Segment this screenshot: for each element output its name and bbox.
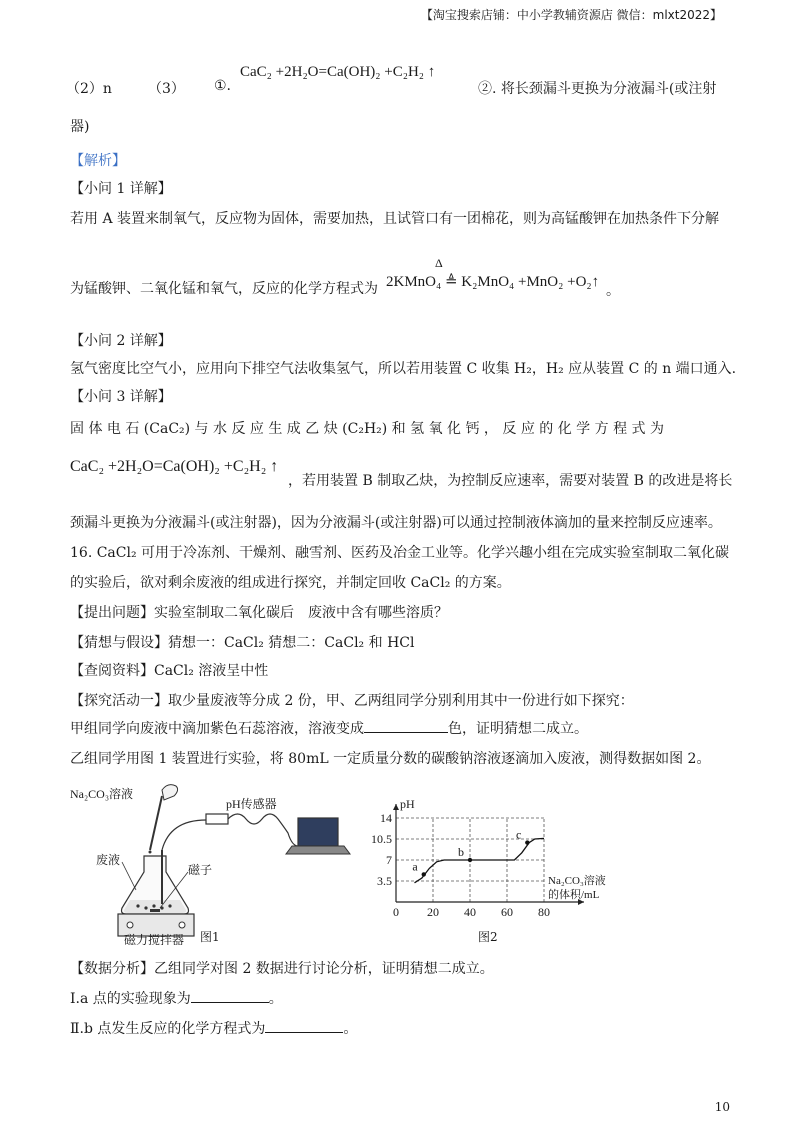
answer-blank-color[interactable] <box>364 720 448 733</box>
equation-q3: CaC₂ +2H₂O=Ca(OH)₂ +C₂H₂ ↑ <box>70 458 279 475</box>
ph-curve <box>415 838 545 882</box>
y-axis-arrow <box>393 804 399 810</box>
answer-blank-equation[interactable] <box>265 1020 343 1033</box>
answer-part3: （3） <box>148 81 185 97</box>
qII-text-post: 。 <box>343 1021 358 1037</box>
figure2-caption: 图2 <box>478 930 498 944</box>
ph-sensor <box>206 814 228 824</box>
label-sensor: pH传感器 <box>226 797 277 811</box>
data-point-a <box>422 872 426 876</box>
label-reagent: Na₂CO₃溶液 <box>70 787 134 801</box>
groupA-text-post: 色，证明猜想二成立。 <box>448 721 588 737</box>
y-axis-label: pH <box>400 797 415 811</box>
q3-line1: 固 体 电 石 (CaC₂) 与 水 反 应 生 成 乙 炔 (C₂H₂) 和 氢 氧 化 钙 ， 反 应 的 化 学 方 程 式 为 <box>70 421 664 437</box>
q16-line1: 16. CaCl₂ 可用于冷冻剂、干燥剂、融雪剂、医药及冶金工业等。化学兴趣小组在完成实验室制取二氧化碳 <box>70 545 730 561</box>
answer-item1: ①. <box>214 78 232 94</box>
q1-line2: 为锰酸钾、二氧化锰和氧气，反应的化学方程式为 <box>70 281 378 297</box>
q1-line2-end: 。 <box>606 283 620 299</box>
q16-guess: 【猜想与假设】猜想一：CaCl₂ 猜想二：CaCl₂ 和 HCl <box>70 635 415 651</box>
equation-kmno4: 2KMnO₄ ≜ K₂MnO₄ +MnO₂ +O₂↑ <box>386 274 600 290</box>
y-tick-label: 7 <box>386 853 392 867</box>
q3-line2: ，若用装置 B 制取乙炔，为控制反应速率，需要对装置 B 的改进是将长 <box>288 473 733 489</box>
q2-line1: 氢气密度比空气小，应用向下排空气法收集氢气，所以若用装置 C 收集 H₂，H₂ 应从装置 C 的 n 端口通入. <box>70 361 737 377</box>
q16-groupB: 乙组同学用图 1 装置进行实验，将 80mL 一定质量分数的碳酸钠溶液逐滴加入废液，测得数据如图 2。 <box>70 751 711 767</box>
q16-question: 【提出问题】实验室制取二氧化碳后 废液中含有哪些溶质？ <box>70 605 448 621</box>
q16-activity: 【探究活动一】取少量废液等分成 2 份，甲、乙两组同学分别利用其中一份进行如下探究： <box>70 693 634 709</box>
equation-delta: Δ <box>435 256 443 270</box>
point-label-c: c <box>516 827 522 842</box>
q16-analysis: 【数据分析】乙组同学对图 2 数据进行讨论分析，证明猜想二成立。 <box>70 961 494 977</box>
point-label-a: a <box>412 859 418 874</box>
answer-item2: ②. 将长颈漏斗更换为分液漏斗(或注射 <box>478 81 717 97</box>
hand-icon <box>162 785 178 800</box>
qI-text-pre: Ⅰ.a 点的实验现象为 <box>70 991 191 1007</box>
x-tick-label: 0 <box>393 905 399 919</box>
x-tick-label: 40 <box>464 905 476 919</box>
label-stirrer: 磁力搅拌器 <box>124 933 185 945</box>
analysis-label: 【解析】 <box>70 153 126 169</box>
y-tick-label: 3.5 <box>377 874 392 888</box>
groupA-text-pre: 甲组同学向废液中滴加紫色石蕊溶液，溶液变成 <box>70 721 364 737</box>
q3-title: 【小问 3 详解】 <box>70 389 172 405</box>
q16-qII <box>70 1018 357 1038</box>
answer-blank-phenomenon[interactable] <box>191 990 269 1003</box>
figure1-caption: 图1 <box>200 930 220 944</box>
q16-info: 【查阅资料】CaCl₂ 溶液呈中性 <box>70 663 269 679</box>
q1-line1: 若用 A 装置来制氧气，反应物为固体，需要加热，且试管口有一团棉花，则为高锰酸钾在加热条件下分解 <box>70 211 720 227</box>
page-number: 10 <box>714 1100 730 1114</box>
x-axis-label: Na₂CO₃溶液 <box>548 875 606 887</box>
y-tick-label: 14 <box>380 811 392 825</box>
qI-text-post: 。 <box>268 991 283 1007</box>
figure2-ph-chart <box>364 784 624 930</box>
figure1-apparatus <box>66 780 356 945</box>
x-axis-label: 的体积/mL <box>548 889 600 901</box>
x-tick-label: 20 <box>427 905 439 919</box>
q1-title: 【小问 1 详解】 <box>70 181 172 197</box>
q3-line3: 颈漏斗更换为分液漏斗(或注射器)，因为分液漏斗(或注射器)可以通过控制液体滴加的量来控制反应速率。 <box>70 515 722 531</box>
data-point-c <box>525 840 529 844</box>
dropper <box>150 796 162 850</box>
equation-answer: CaC₂ +2H₂O=Ca(OH)₂ +C₂H₂ ↑ <box>240 64 436 80</box>
label-magnet: 磁子 <box>188 863 213 877</box>
q16-line2: 的实验后，欲对剩余废液的组成进行探究，并制定回收 CaCl₂ 的方案。 <box>70 575 511 591</box>
x-tick-label: 60 <box>501 905 513 919</box>
qII-text-pre: Ⅱ.b 点发生反应的化学方程式为 <box>70 1021 266 1037</box>
y-tick-label: 10.5 <box>371 832 392 846</box>
label-waste: 废液 <box>96 853 121 867</box>
answer-item2-cont: 器) <box>70 119 90 135</box>
laptop-icon <box>298 818 338 846</box>
data-point-b <box>468 858 472 862</box>
point-label-b: b <box>458 845 464 859</box>
q2-title: 【小问 2 详解】 <box>70 333 172 349</box>
q16-qI <box>70 988 283 1008</box>
q16-groupA <box>70 718 588 738</box>
answer-part2: （2）n <box>66 81 112 97</box>
page-header: 【淘宝搜索店铺：中小学教辅资源店 微信：mlxt2022】 <box>420 8 722 22</box>
x-tick-label: 80 <box>538 905 550 919</box>
